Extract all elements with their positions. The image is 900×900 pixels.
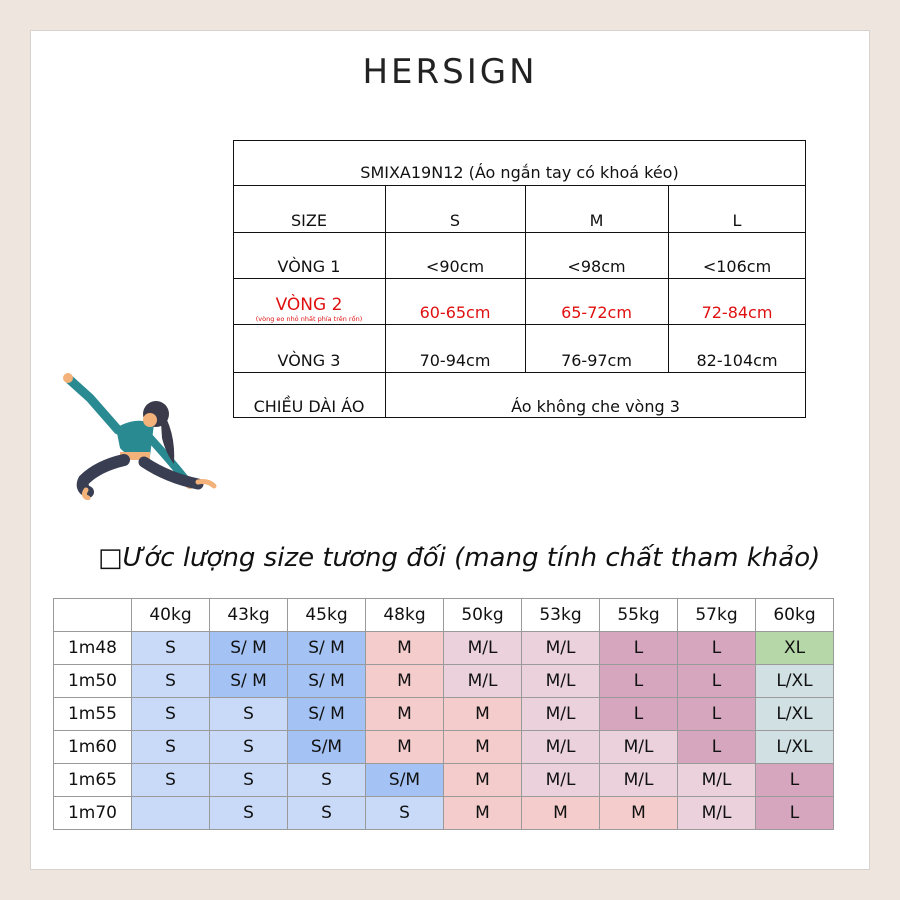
spec-row-vong3 <box>233 324 806 373</box>
size-cell: L <box>600 665 678 698</box>
size-cell: S <box>132 665 210 698</box>
spec-value: <98cm <box>567 257 626 276</box>
size-cell: S <box>210 797 288 830</box>
table-row <box>54 665 834 698</box>
size-cell: S <box>288 797 366 830</box>
weight-header: 60kg <box>756 599 834 632</box>
size-cell: M/L <box>600 731 678 764</box>
spec-value: 82-104cm <box>696 351 778 370</box>
size-cell: M <box>522 797 600 830</box>
size-cell: M/L <box>678 797 756 830</box>
spec-row-length <box>233 372 806 419</box>
size-estimate-table <box>53 598 834 830</box>
height-label: 1m70 <box>54 797 132 830</box>
size-cell: M/L <box>522 698 600 731</box>
size-cell: XL <box>756 632 834 665</box>
size-cell: L <box>756 797 834 830</box>
table-row <box>54 698 834 731</box>
spec-value: 76-97cm <box>561 351 632 370</box>
weight-header: 45kg <box>288 599 366 632</box>
size-cell: L <box>678 698 756 731</box>
size-cell: S <box>210 764 288 797</box>
spec-header-row <box>233 185 806 233</box>
size-cell: M <box>366 731 444 764</box>
spec-header-s: S <box>449 211 461 230</box>
size-cell: L <box>600 698 678 731</box>
spec-value: <106cm <box>702 257 772 276</box>
size-cell: M <box>366 698 444 731</box>
size-cell: L <box>678 731 756 764</box>
spec-header-l: L <box>732 211 742 230</box>
size-cell: L <box>678 665 756 698</box>
size-cell: S <box>288 764 366 797</box>
size-cell: M/L <box>522 665 600 698</box>
height-label: 1m48 <box>54 632 132 665</box>
weight-header-row <box>54 599 834 632</box>
size-cell: S <box>210 698 288 731</box>
weight-header: 57kg <box>678 599 756 632</box>
spec-value: <90cm <box>425 257 485 276</box>
size-cell: S <box>132 731 210 764</box>
weight-header: 50kg <box>444 599 522 632</box>
table-row <box>54 764 834 797</box>
height-label: 1m55 <box>54 698 132 731</box>
size-cell: S/ M <box>288 698 366 731</box>
weight-header: 53kg <box>522 599 600 632</box>
brand-logo: HERSIGN <box>362 52 538 92</box>
yoga-figure-illustration <box>58 368 218 500</box>
spec-header-size: SIZE <box>291 211 327 230</box>
spec-label: VÒNG 3 <box>277 351 341 370</box>
table-row <box>54 797 834 830</box>
size-cell: S/M <box>366 764 444 797</box>
spec-value: Áo không che vòng 3 <box>511 397 680 416</box>
size-cell: M/L <box>678 764 756 797</box>
spec-row-vong2 <box>233 278 806 325</box>
size-cell: S <box>132 632 210 665</box>
size-cell: M <box>444 731 522 764</box>
weight-header: 43kg <box>210 599 288 632</box>
spec-row-vong1 <box>233 232 806 279</box>
size-cell: M <box>366 665 444 698</box>
estimate-heading: □Ước lượng size tương đối (mang tính chất tham khảo) <box>98 543 821 573</box>
size-cell: S/ M <box>288 665 366 698</box>
weight-header: 55kg <box>600 599 678 632</box>
size-cell: M <box>444 764 522 797</box>
size-cell: S <box>366 797 444 830</box>
size-cell: M/L <box>522 764 600 797</box>
spec-header-m: M <box>589 211 604 230</box>
size-cell: S/M <box>288 731 366 764</box>
size-cell: S/ M <box>210 632 288 665</box>
height-label: 1m65 <box>54 764 132 797</box>
spec-value: 70-94cm <box>419 351 491 370</box>
size-cell: M/L <box>444 665 522 698</box>
size-cell: M <box>444 698 522 731</box>
spec-label: CHIỀU DÀI ÁO <box>253 397 365 416</box>
spec-value: 60-65cm <box>419 303 491 322</box>
size-cell: M/L <box>600 764 678 797</box>
spec-label-note: (vòng eo nhỏ nhất phía trên rốn) <box>255 315 363 323</box>
spec-title: SMIXA19N12 (Áo ngắn tay có khoá kéo) <box>360 163 679 182</box>
size-cell: M/L <box>522 632 600 665</box>
size-cell: L <box>756 764 834 797</box>
size-cell: M <box>600 797 678 830</box>
height-label: 1m60 <box>54 731 132 764</box>
size-cell: L <box>678 632 756 665</box>
size-cell: M <box>366 632 444 665</box>
size-cell: S <box>132 764 210 797</box>
weight-header: 40kg <box>132 599 210 632</box>
size-cell: S/ M <box>288 632 366 665</box>
spec-label: VÒNG 1 <box>277 257 341 276</box>
height-label: 1m50 <box>54 665 132 698</box>
size-spec-table <box>233 140 806 418</box>
size-cell <box>132 797 210 830</box>
size-cell: S <box>132 698 210 731</box>
size-cell: M <box>444 797 522 830</box>
spec-value: 72-84cm <box>701 303 773 322</box>
spec-title-row <box>233 140 806 185</box>
spec-value: 65-72cm <box>561 303 632 322</box>
size-cell: L <box>600 632 678 665</box>
size-cell: L/XL <box>756 698 834 731</box>
size-cell: M/L <box>444 632 522 665</box>
size-cell: S/ M <box>210 665 288 698</box>
table-row <box>54 632 834 665</box>
spec-label: VÒNG 2 <box>275 295 343 315</box>
size-cell: M/L <box>522 731 600 764</box>
weight-header: 48kg <box>366 599 444 632</box>
size-cell: L/XL <box>756 665 834 698</box>
size-cell: S <box>210 731 288 764</box>
size-cell: L/XL <box>756 731 834 764</box>
table-row <box>54 731 834 764</box>
